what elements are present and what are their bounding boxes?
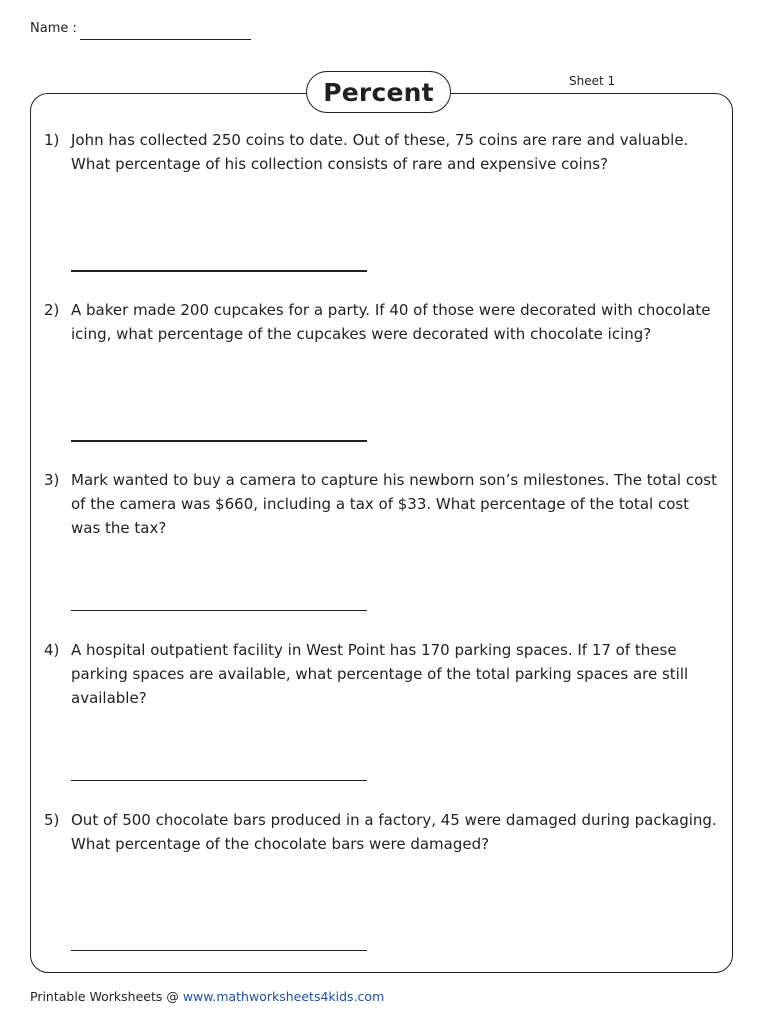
question-number: 1) [44, 131, 60, 149]
footer-prefix: Printable Worksheets @ [30, 989, 183, 1004]
answer-line-5 [71, 950, 367, 951]
worksheet-title: Percent [306, 71, 451, 113]
name-label: Name : [30, 21, 77, 36]
footer-website-link[interactable]: www.mathworksheets4kids.com [182, 989, 385, 1004]
name-field-line [80, 39, 251, 40]
question-text: A baker made 200 cupcakes for a party. If 40 of those were decorated with chocolate icing, what percentage of the cupcakes were decorated with chocolate icing? [71, 301, 711, 343]
question-text: John has collected 250 coins to date. Out of these, 75 coins are rare and valuable. What percentage of his collection consists of rare and expensive coins? [71, 131, 689, 173]
answer-line-4 [71, 780, 367, 781]
answer-line-1 [71, 270, 367, 272]
footer [30, 989, 384, 1004]
answer-line-3 [71, 610, 367, 611]
sheet-label: Sheet 1 [569, 74, 616, 88]
question-number: 5) [44, 811, 60, 829]
answer-line-2 [71, 440, 367, 442]
question-number: 4) [44, 641, 60, 659]
question-text: Mark wanted to buy a camera to capture his newborn son’s milestones. The total cost of the camera was $660, including a tax of $33. What percentage of the total cost was the tax? [71, 471, 717, 537]
question-text: A hospital outpatient facility in West Point has 170 parking spaces. If 17 of these parking spaces are available, what percentage of the total parking spaces are still available? [71, 641, 689, 707]
question-number: 2) [44, 301, 60, 319]
question-number: 3) [44, 471, 60, 489]
question-text: Out of 500 chocolate bars produced in a factory, 45 were damaged during packaging. What percentage of the chocolate bars were damaged? [71, 811, 717, 853]
